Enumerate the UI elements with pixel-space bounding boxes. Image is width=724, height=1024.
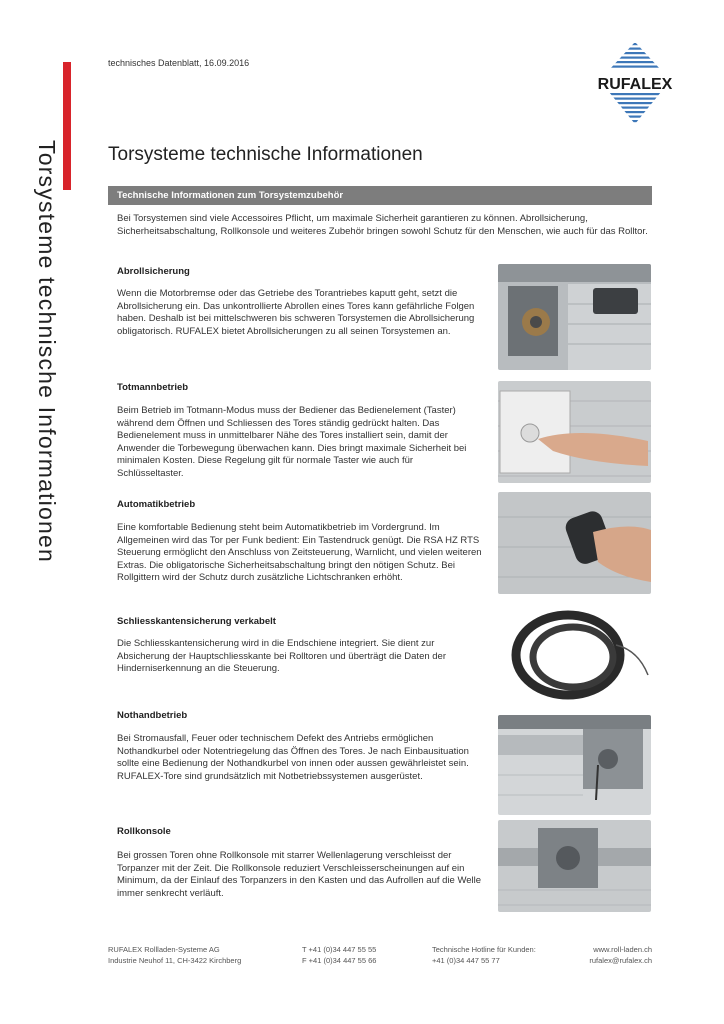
section-body-rollkonsole: Bei grossen Toren ohne Rollkonsole mit starrer Wellenlagerung verschleisst der Torpanzer mit der Zeit. Die Rollkonsole reduziert Verschleisserscheinungen auf ein Minimum, da der Einlauf des Torpanzers in den Kasten und das Aufrollen auf die Welle immer senkrecht verläuft. <box>117 850 482 899</box>
side-title: Torsysteme technische Informationen <box>34 140 60 563</box>
section-body-abrollsicherung: Wenn die Motorbremse oder das Getriebe des Torantriebes kaputt geht, setzt die Abrollsicherung ein. Das unkontrollierte Abrollen eines Tores kann gefährliche Folgen haben. Deshalb ist bei mittelschweren bis schweren Torsystemen die Abrollsicherung obligatorisch. RUFALEX bietet Abrollsicherungen zu all seinen Torsystemen an. <box>117 288 475 337</box>
section-title-schliesskantensicherung: Schliesskantensicherung verkabelt <box>117 616 276 627</box>
section-body-automatikbetrieb: Eine komfortable Bedienung steht beim Automatikbetrieb im Vordergrund. Im Allgemeinen wird das Tor per Funk bedient: Ein Tastendruck genügt. Die RSA HZ RTS Steuerung ermöglicht den Anschluss von Zeitsteuerung, Warnlicht, und vielen weiteren Extras. Die obligatorische Sicherheitsabschaltung bringt den nötigen Schutz. Bei Rollgittern wird der Schutz durch zusätzliche Lichtschranken erhöht. <box>117 522 482 583</box>
section-title-nothandbetrieb: Nothandbetrieb <box>117 710 188 721</box>
intro-text: Bei Torsystemen sind viele Accessoires Pflicht, um maximale Sicherheit garantieren zu können. Abrollsicherung, Sicherheitsabschaltung, Rollkonsole und weiteres Zubehör bringen sowohl Schutz für den Menschen, wie auch für das Rolltor. <box>117 213 648 237</box>
section-title-rollkonsole: Rollkonsole <box>117 826 171 837</box>
nothandbetrieb-photo <box>498 715 651 815</box>
logo-diamond-icon <box>590 40 680 126</box>
footer-hotline-label: Technische Hotline für Kunden: <box>432 945 536 954</box>
footer-phone-block <box>302 944 376 966</box>
section-title-automatikbetrieb: Automatikbetrieb <box>117 499 196 510</box>
footer-email-link[interactable]: rufalex@rufalex.ch <box>589 956 652 965</box>
footer-phone: T +41 (0)34 447 55 55 <box>302 945 377 954</box>
footer-company-block <box>108 944 241 966</box>
section-body-totmannbetrieb: Beim Betrieb im Totmann-Modus muss der Bediener das Bedienelement (Taster) während dem Öffnen und Schliessen des Tores ständig gedrückt halten. Das Bedienelement muss in unmittelbarer Nähe des Tores installiert sein, damit der Anwender die Torbewegung überwachen kann. Dies bringt maximale Sicherheit bei minimalen Kosten. Diese Regelung gilt für normale Taster wie auch für Schlüsseltaster. <box>117 405 467 479</box>
footer-hotline: +41 (0)34 447 55 77 <box>432 956 500 965</box>
footer-hotline-block <box>432 944 536 966</box>
automatikbetrieb-photo <box>498 492 651 594</box>
schliesskantensicherung-photo <box>498 605 651 705</box>
abrollsicherung-photo <box>498 264 651 370</box>
footer-address: Industrie Neuhof 11, CH-3422 Kirchberg <box>108 956 242 965</box>
section-bar: Technische Informationen zum Torsystemzubehör <box>108 186 652 205</box>
dateline: technisches Datenblatt, 16.09.2016 <box>108 58 250 68</box>
footer-company: RUFALEX Rollladen-Systeme AG <box>108 945 220 954</box>
section-title-abrollsicherung: Abrollsicherung <box>117 266 190 277</box>
rufalex-logo <box>590 40 680 126</box>
footer-contact-block <box>588 944 652 966</box>
rollkonsole-photo <box>498 820 651 912</box>
section-title-totmannbetrieb: Totmannbetrieb <box>117 382 189 393</box>
page-title: Torsysteme technische Informationen <box>108 144 423 165</box>
footer-fax: F +41 (0)34 447 55 66 <box>302 956 377 965</box>
logo-brand-text: RUFALEX <box>597 76 673 93</box>
section-body-nothandbetrieb: Bei Stromausfall, Feuer oder technischem Defekt des Antriebs ermöglichen Nothandkurbel oder Notentriegelung das Öffnen des Tores. Je nach Einbausituation sollte eine Bedienung der Nothandkurbel von innen oder aussen gewährleistet sein. RUFALEX-Tore sind grundsätzlich mit Notbetriebssystemen ausgerüstet. <box>117 733 469 782</box>
totmannbetrieb-photo <box>498 381 651 483</box>
red-accent-bar <box>63 62 71 190</box>
footer-web-link[interactable]: www.roll-laden.ch <box>593 945 652 954</box>
section-body-schliesskantensicherung: Die Schliesskantensicherung wird in die Endschiene integriert. Sie dient zur Absicherung der Hauptschliesskante bei Rolltoren und überträgt die Daten der Hinderniserkennung an die Steuerung. <box>117 638 447 674</box>
